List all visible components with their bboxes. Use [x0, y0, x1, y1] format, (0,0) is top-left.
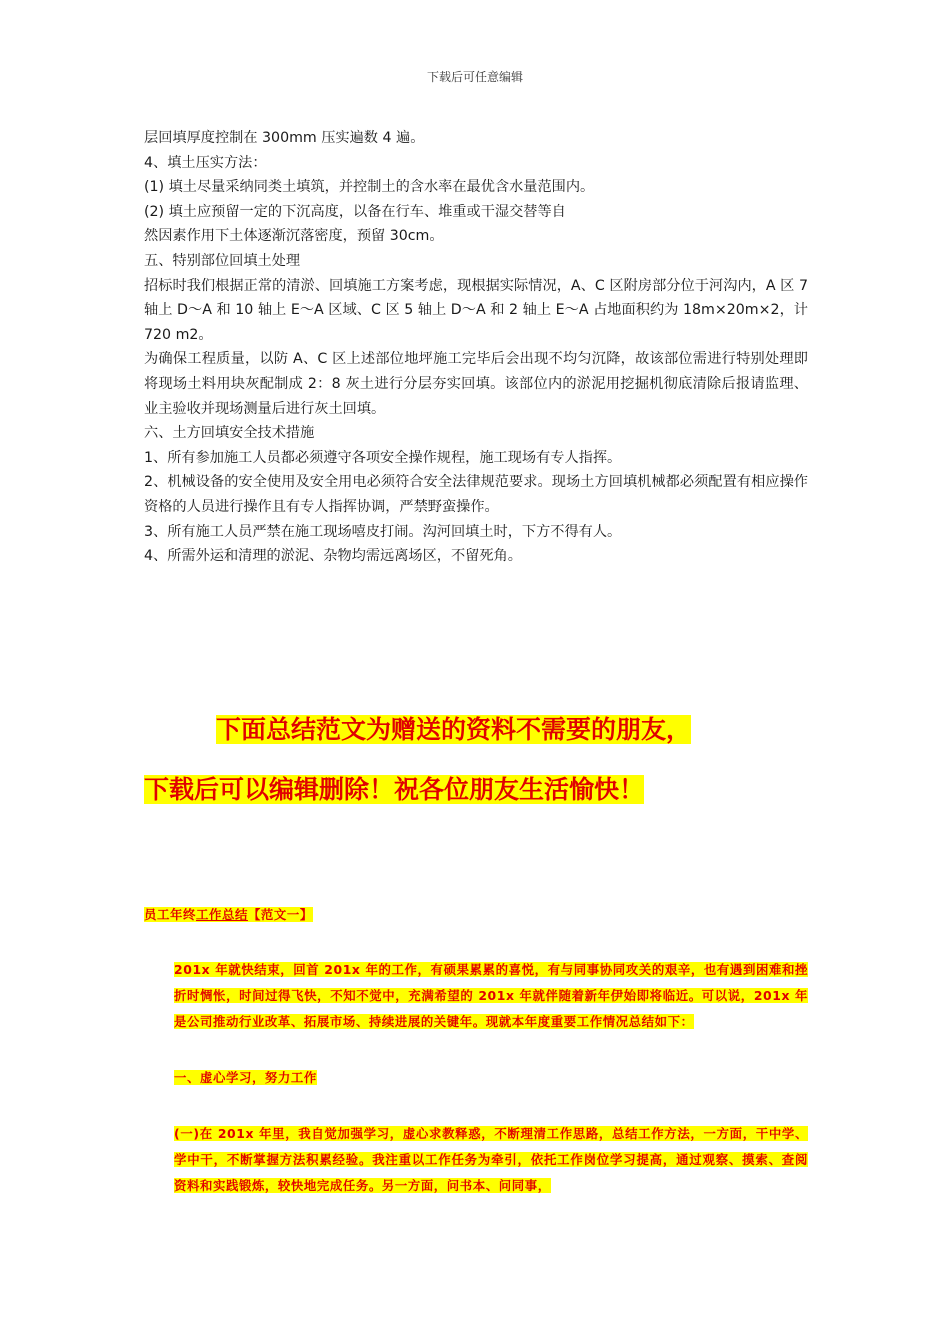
- body-paragraph: 2、机械设备的安全使用及安全用电必须符合安全法律规范要求。现场土方回填机械都必须配置有相应操作资格的人员进行操作且有专人指挥协调，严禁野蛮操作。: [144, 474, 808, 515]
- sample-paragraph: 201x 年就快结束，回首 201x 年的工作，有硕果累累的喜悦，有与同事协同攻关的艰辛，也有遇到困难和挫折时惆怅，时间过得飞快，不知不觉中，充满希望的 201x 年就伴随着新年伊始即将临近。可以说，201x 年是公司推动行业改革、拓展市场、持续进展的关键年。现就本年度重要工作情况总结如下：: [174, 962, 808, 1029]
- page-header: 下载后可任意编辑: [426, 70, 523, 84]
- body-line: 4、所需外运和清理的淤泥、杂物均需远离场区，不留死角。: [144, 548, 522, 565]
- section-heading: 六、土方回填安全技术措施: [144, 425, 315, 442]
- sample-heading: 一、虚心学习，努力工作: [174, 1070, 317, 1085]
- body-paragraph: 为确保工程质量，以防 A、C 区上述部位地坪施工完毕后会出现不均匀沉降，故该部位需进行特别处理即将现场土料用块灰配制成 2：8 灰土进行分层夯实回填。该部位内的淤泥用挖掘机彻底清除后报请监理、业主验收并现场测量后进行灰土回填。: [144, 351, 808, 417]
- banner-line-2: 下载后可以编辑删除！祝各位朋友生活愉快！: [144, 775, 645, 804]
- title-suffix: 【范文一】: [247, 907, 313, 922]
- document-body: [144, 126, 808, 569]
- body-line: 3、所有施工人员严禁在施工现场嘻皮打闹。沟河回填土时，下方不得有人。: [144, 523, 622, 540]
- body-paragraph: 招标时我们根据正常的清淤、回填施工方案考虑，现根据实际情况，A、C 区附房部分位于河沟内，A 区 7 轴上 D～A 和 10 轴上 E～A 区域、C 区 5 轴上 D～A 和 2 轴上 E～A 占地面积约为 18m×20m×2，计 720 m2。: [144, 277, 808, 343]
- title-prefix: 员工年终: [144, 907, 196, 922]
- section-heading: 五、特别部位回填土处理: [144, 252, 301, 269]
- body-line: 然因素作用下土体逐渐沉落密度，预留 30cm。: [144, 228, 444, 245]
- promo-banner: [144, 700, 808, 820]
- body-line: 1、所有参加施工人员都必须遵守各项安全操作规程，施工现场有专人指挥。: [144, 449, 622, 466]
- sample-essay: [144, 905, 808, 1229]
- banner-line-1: 下面总结范文为赠送的资料不需要的朋友，: [216, 715, 692, 744]
- body-line: 4、填土压实方法：: [144, 154, 267, 171]
- body-line: (1) 填土尽量采纳同类土填筑，并控制土的含水率在最优含水量范围内。: [144, 179, 595, 196]
- sample-title: [144, 905, 808, 923]
- body-line: 层回填厚度控制在 300mm 压实遍数 4 遍。: [144, 130, 425, 146]
- body-line: (2) 填土应预留一定的下沉高度，以备在行车、堆重或干湿交替等自: [144, 203, 566, 220]
- title-underlined: 工作总结: [195, 907, 248, 922]
- sample-paragraph: (一)在 201x 年里，我自觉加强学习，虚心求教释惑，不断理清工作思路，总结工作方法，一方面，干中学、学中干，不断掌握方法积累经验。我注重以工作任务为牵引，依托工作岗位学习提高，通过观察、摸索、查阅资料和实践锻炼，较快地完成任务。另一方面，问书本、问同事，: [174, 1126, 808, 1193]
